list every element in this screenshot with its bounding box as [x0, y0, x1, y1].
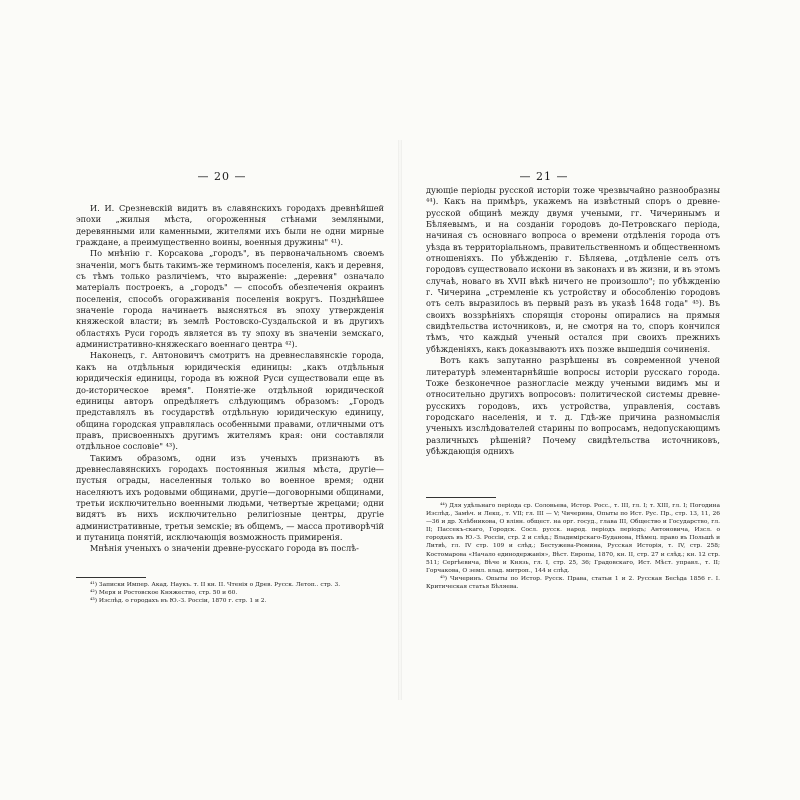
footnote: ⁴²) Меря и Ростовское Княжество, стр. 50 и 60.	[90, 590, 238, 597]
book-gutter	[398, 140, 402, 700]
paragraph: Такимъ образомъ, одни изъ ученыхъ признаютъ въ древнеславянскихъ городахъ постоянныя жилыя мѣста, другіе—пустыя ограды, населенныя только во военное время; одни населяютъ ихъ родовыми общинами, другіе—договорными общинами, третьи исключительно военными людьми, четвертые жрецами; одни видятъ въ нихъ исключительно религіозные центры, другіе административные, третьи земскіе; въ общемъ, — масса противорѣчій и путаница понятій, исключающія возможность примиренія.	[76, 452, 384, 542]
footnote: ⁴⁴) Для удѣльнаго періода ср. Соловьева, Истор. Росс., т. III, гл. I; т. XIII, гл. I; Погодина Изслѣд., Замѣч. и Лекц., т. VII; гл. III — V; Чичерина, Опыты по Ист. Рус. Пр., стр. 13, 11, 26—36 и др. Хлѣбникова, О вліян. общест. на орг. госуд., глава III, Общество и Государство, гл. II; Пассекъ-скаго, Городск. Сосл. русск. народ. періодъ періодъ; Антоновича, Изсл. о городахъ въ Ю.-З. Россіи, стр. 2 и слѣд.; Владимірскаго-Буданова, Нѣмец. право въ Польшѣ и Литвѣ, гл. IV стр. 109 и слѣд.; Бестужева-Рюмина, Русская Исторія, т. IV, стр. 258; Костомарова «Начало единодержавія», Вѣст. Европы, 1870, кн. II, стр. 27 и слѣд.; кн. 12 стр. 511; Сергѣевича, Вѣче и Князь, гл. I, стр. 25, 36; Градовскаго, Ист. Мѣст. управл., т. II; Горчакова, О земл. влад. митроп., 144 и слѣд.	[426, 503, 720, 574]
paragraph: И. И. Срезневскій видитъ въ славянскихъ городахъ древнѣйшей эпохи „жилыя мѣста, огороженныя стѣнами земляными, деревянными или каменными, жителями ихъ были не одни мирные граждане, а преимущественно воины, военныя дружины" ⁴¹).	[76, 203, 384, 248]
footnote-separator	[76, 577, 146, 578]
footnotes	[76, 581, 384, 605]
paragraph: Вотъ какъ запутанно разрѣшены въ современной ученой литературѣ элементарнѣйшіе вопросы исторіи русскаго города. Тоже безконечное разногласіе между учеными видимъ мы и относительно другихъ вопросовъ: политической системы древне-русскихъ городовъ, ихъ устройства, управленія, составъ городскаго населенія, и т. д. Гдѣ-же причина разномыслія ученыхъ изслѣдователей старины по вопросамъ, недопускающимъ различныхъ рѣшеній? Почему свидѣтельства источниковъ, убѣждающія однихъ	[426, 355, 720, 456]
footnote: ⁴³) Изслѣд. о городахъ въ Ю.-З. Россіи, 1870 г. стр. 1 и 2.	[90, 598, 267, 605]
paragraph: Наконецъ, г. Антоновичъ смотритъ на древнеславянскіе города, какъ на отдѣльныя юридическія единицы: „какъ отдѣльныя юридическія единицы, города въ южной Руси существовали еще въ до-историческое время". Понятіе-же отдѣльной юридической единицы авторъ опредѣляетъ слѣдующимъ образомъ: „Городъ представлялъ въ государствѣ отдѣльную юридическую единицу, община городская управлялась особенными правами, отличными отъ правъ, присвоенныхъ другимъ жителямъ края: они составляли отдѣльное сословіе" ⁴³).	[76, 350, 384, 452]
main-text	[76, 203, 384, 555]
footnote: ⁴⁵) Чичеринъ. Опыты по Истор. Русск. Права, статьи 1 и 2. Русская Бесѣда 1856 г. I. Критическая статья Бѣляева.	[426, 575, 720, 590]
paragraph: По мнѣнію г. Корсакова „городъ", въ первоначальномъ своемъ значеніи, могъ быть такимъ-же терминомъ поселенія, какъ и деревня, съ тѣмъ только различіемъ, что выраженіе: „деревня" означало матеріалъ построекъ, а „городъ" — способъ обезпеченія окраинъ поселенія, способъ огораживанія поселенія вокругъ. Позднѣйшее значеніе города начинаетъ выясняться въ эпоху утвержденія княжеской власти; въ землѣ Ростовско-Суздальской и въ другихъ областяхъ Руси городъ является въ ту эпоху въ значеніи земскаго, административно-княжескаго военнаго центра ⁴²).	[76, 248, 384, 350]
footnote-separator	[426, 497, 496, 498]
main-text	[426, 185, 720, 457]
page-number: — 21 —	[519, 170, 569, 183]
paragraph: дующіе періоды русской исторіи тоже чрезвычайно разнообразны ⁴⁴). Какъ на примѣръ, укажемъ на извѣстный споръ о древне-русской общинѣ между двумя учеными, гг. Чичеринымъ и Бѣляевымъ, и на созданіи городовъ до-Петровскаго періода, начиная съ основнаго вопроса о времени отдѣленія города отъ уѣзда въ территоріальномъ, правительственномъ и общественномъ отношеніяхъ. По убѣжденію г. Бѣляева, „отдѣленіе селъ отъ городовъ существовало искони въ законахъ и въ жизни, и въ этомъ случаѣ, новаго въ XVII вѣкѣ ничего не произошло"; по убѣжденію г. Чичерина „стремленіе къ устройству и обособленію городовъ отъ селъ выразилось въ первый разъ въ указѣ 1648 года" ⁴⁵). Въ своихъ воззрѣніяхъ спорящія стороны опирались на прямыя свидѣтельства источниковъ, и, не смотря на то, споръ кончился тѣмъ, что каждый ученый остался при своихъ прежнихъ убѣжденіяхъ, какъ доказываютъ ихъ позже вышедшія сочиненія.	[426, 185, 720, 354]
footnote: ⁴¹) Записки Импер. Акад. Наукъ. т. II кн. II. Чтенія о Древ. Русск. Летоп.. стр. 3.	[90, 582, 341, 588]
page-number: — 20 —	[197, 170, 247, 183]
paragraph: Мнѣнія ученыхъ о значеніи древне-русскаго города въ послѣ-	[90, 543, 359, 554]
right-page	[400, 0, 800, 800]
footnotes	[426, 502, 720, 591]
